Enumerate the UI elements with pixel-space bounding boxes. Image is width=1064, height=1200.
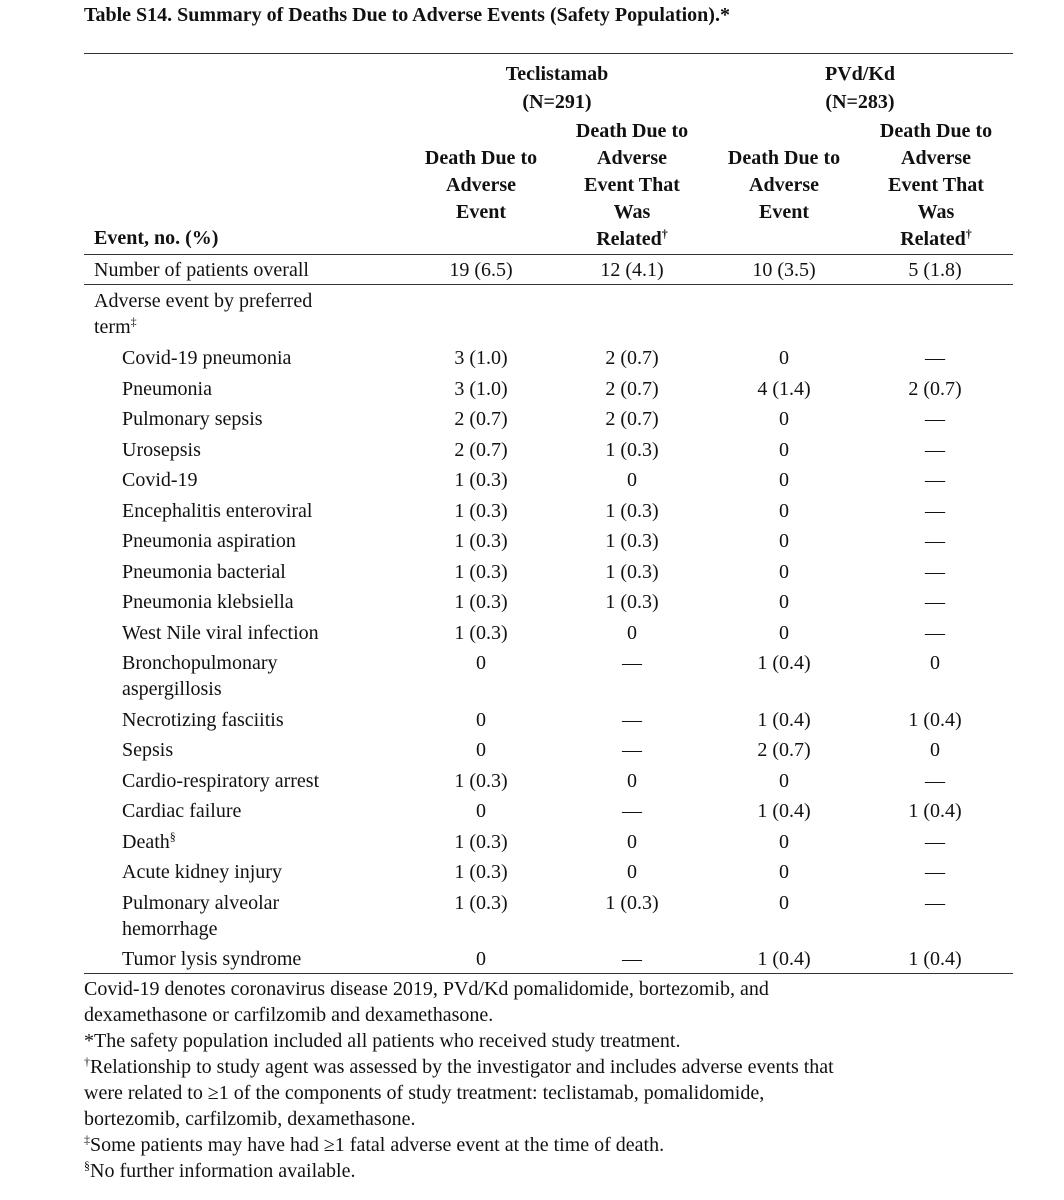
footnote-mark: § xyxy=(84,1158,90,1173)
cell: 0 xyxy=(779,591,789,613)
row-label-line: Cardiac failure xyxy=(122,800,242,823)
cell: 1 (0.4) xyxy=(757,800,811,823)
cell: 1 (0.3) xyxy=(454,530,508,552)
cell: — xyxy=(925,347,945,369)
cell: 0 xyxy=(476,739,486,762)
row-label xyxy=(122,467,198,493)
cell: 3 (1.0) xyxy=(454,347,508,369)
cell: — xyxy=(622,739,642,762)
cell: — xyxy=(622,948,642,971)
header-line: Adverse xyxy=(446,174,516,196)
header-line: Was xyxy=(917,201,955,223)
cell: — xyxy=(622,708,642,731)
cell: 1 (0.3) xyxy=(454,861,508,884)
cell: 1 (0.3) xyxy=(454,769,508,792)
cell: 0 xyxy=(627,621,637,644)
cell: 0 xyxy=(779,499,789,522)
cell: 2 (0.7) xyxy=(454,438,508,461)
cell: 3 (1.0) xyxy=(454,377,508,400)
cell: 4 (1.4) xyxy=(757,377,811,400)
cell: 0 xyxy=(476,800,486,823)
cell: 1 (0.3) xyxy=(454,830,508,853)
row-label xyxy=(122,798,241,824)
cell: 0 xyxy=(779,530,789,552)
row-label xyxy=(122,528,296,554)
cell: — xyxy=(622,800,642,823)
footnote-text: No further information available. xyxy=(90,1160,356,1182)
header-line: Adverse xyxy=(901,147,971,169)
row-label-line: Necrotizing fasciitis xyxy=(122,708,284,731)
cell: 1 (0.3) xyxy=(605,499,659,522)
cell: 1 (0.3) xyxy=(454,621,508,644)
cell: 0 xyxy=(779,560,789,583)
header-line: Event That xyxy=(888,174,984,196)
cell: 1 (0.3) xyxy=(454,560,508,583)
cell: 1 (0.3) xyxy=(454,891,508,914)
row-label xyxy=(122,829,176,855)
row-label-line: Urosepsis xyxy=(122,438,201,461)
cell: 5 (1.8) xyxy=(908,259,962,281)
footnote-line xyxy=(84,1028,1013,1054)
cell: — xyxy=(622,652,642,674)
row-label-line: Covid-19 pneumonia xyxy=(122,347,292,369)
row-label-line: hemorrhage xyxy=(122,917,218,940)
row-label xyxy=(122,859,282,885)
row-label xyxy=(122,406,263,432)
cell: — xyxy=(925,499,945,522)
cell: 19 (6.5) xyxy=(449,259,513,281)
row-label-line: Pneumonia xyxy=(122,377,212,400)
cell: 1 (0.3) xyxy=(605,591,659,613)
row-label-line: Acute kidney injury xyxy=(122,861,282,884)
cell: 1 (0.3) xyxy=(454,591,508,613)
row-label-line: Covid-19 xyxy=(122,469,198,491)
footnote-mark: † xyxy=(84,1054,90,1069)
row-label-line: Pulmonary sepsis xyxy=(122,408,263,430)
cell: 1 (0.4) xyxy=(908,708,962,731)
row-label xyxy=(122,946,301,972)
row-label-line: Pneumonia bacterial xyxy=(122,560,286,583)
row-label-line: West Nile viral infection xyxy=(122,621,319,644)
row-label xyxy=(122,650,278,702)
header-line: Event That xyxy=(584,174,680,196)
cell: 10 (3.5) xyxy=(752,259,816,281)
cell: 0 xyxy=(627,769,637,792)
cell: 2 (0.7) xyxy=(454,408,508,430)
cell: 0 xyxy=(627,830,637,853)
cell: — xyxy=(925,891,945,914)
cell: 0 xyxy=(779,347,789,369)
footnote-text: were related to ≥1 of the components of study treatment: teclistamab, pomalidomide, xyxy=(84,1082,765,1104)
cell: 0 xyxy=(779,438,789,461)
footnote-line xyxy=(84,1080,1013,1106)
cell: — xyxy=(925,591,945,613)
cell: 1 (0.4) xyxy=(757,948,811,971)
group-header-pvd-kd xyxy=(709,60,1011,116)
footnote-text: *The safety population included all patients who received study treatment. xyxy=(84,1030,681,1052)
row-label-line: Pneumonia aspiration xyxy=(122,530,296,552)
row-label xyxy=(122,376,212,402)
group-name: Teclistamab xyxy=(505,63,609,85)
footnote-line xyxy=(84,1158,1013,1184)
footnote-text: Some patients may have had ≥1 fatal adverse event at the time of death. xyxy=(90,1134,665,1156)
cell: — xyxy=(925,530,945,552)
section-label xyxy=(94,288,394,340)
header-line: Death Due to xyxy=(575,120,689,142)
header-line: Was xyxy=(613,201,651,223)
cell: 2 (0.7) xyxy=(605,408,659,430)
cell: 0 xyxy=(779,408,789,430)
header-line: Death Due to xyxy=(879,120,993,142)
footnote-text: dexamethasone or carfilzomib and dexamethasone. xyxy=(84,1004,494,1026)
cell: 0 xyxy=(779,469,789,491)
top-rule xyxy=(84,53,1013,54)
header-line: Adverse xyxy=(597,147,667,169)
header-line: Death Due to xyxy=(727,147,841,169)
row-label xyxy=(122,345,291,371)
row-label xyxy=(122,559,286,585)
cell: 0 xyxy=(779,830,789,853)
footnote-line xyxy=(84,1002,1013,1028)
cell: 0 xyxy=(476,652,486,674)
header-line: Event xyxy=(759,201,809,223)
footnote-text: Covid-19 denotes coronavirus disease 2019, PVd/Kd pomalidomide, bortezomib, and xyxy=(84,978,769,1000)
cell: 12 (4.1) xyxy=(600,259,664,281)
row-label xyxy=(122,890,279,942)
cell: — xyxy=(925,830,945,853)
col-header-tec-death xyxy=(406,145,556,226)
row-label xyxy=(122,437,201,463)
cell: 1 (0.3) xyxy=(605,891,659,914)
row-label xyxy=(122,768,319,794)
row-label-line: aspergillosis xyxy=(122,678,222,700)
cell: 0 xyxy=(779,891,789,914)
group-n: (N=283) xyxy=(825,91,895,113)
cell: 1 (0.3) xyxy=(605,438,659,461)
row-label xyxy=(122,620,319,646)
cell: — xyxy=(925,769,945,792)
col-header-pvd-related xyxy=(860,118,1012,253)
cell: 2 (0.7) xyxy=(605,377,659,400)
cell: 0 xyxy=(779,621,789,644)
cell: 1 (0.4) xyxy=(908,800,962,823)
double-dagger-mark: ‡ xyxy=(130,314,137,329)
row-label xyxy=(122,589,294,615)
cell: 1 (0.3) xyxy=(605,530,659,552)
cell: — xyxy=(925,861,945,884)
header-rule xyxy=(84,254,1013,255)
row-label-line: Death xyxy=(122,830,170,853)
section-mark: § xyxy=(169,829,176,844)
cell: — xyxy=(925,560,945,583)
cell: 1 (0.3) xyxy=(605,560,659,583)
cell: — xyxy=(925,469,945,491)
cell: 0 xyxy=(779,769,789,792)
footnote-line xyxy=(84,1106,1013,1132)
dagger-mark: † xyxy=(661,226,668,241)
event-column-header: Event, no. (%) xyxy=(94,227,219,249)
cell: 0 xyxy=(779,861,789,884)
footnotes xyxy=(84,976,1013,1184)
cell: — xyxy=(925,438,945,461)
header-line: Death Due to xyxy=(424,147,538,169)
section-line: term xyxy=(94,316,131,338)
row-label-line: Sepsis xyxy=(122,739,174,762)
header-line: Related xyxy=(596,228,662,250)
row-label xyxy=(122,498,312,524)
cell: 1 (0.4) xyxy=(908,948,962,971)
header-line: Event xyxy=(456,201,506,223)
cell: 1 (0.3) xyxy=(454,499,508,522)
group-name: PVd/Kd xyxy=(824,63,896,85)
group-n: (N=291) xyxy=(522,91,592,113)
row-label-line: Cardio-respiratory arrest xyxy=(122,769,320,792)
cell: 0 xyxy=(930,652,940,674)
footnote-mark: ‡ xyxy=(84,1132,90,1147)
row-label: Number of patients overall xyxy=(94,259,309,281)
cell: 0 xyxy=(627,861,637,884)
cell: 1 (0.3) xyxy=(454,469,508,491)
row-label-line: Tumor lysis syndrome xyxy=(122,948,302,971)
footnote-line xyxy=(84,976,1013,1002)
cell: 0 xyxy=(476,948,486,971)
cell: 1 (0.4) xyxy=(757,652,811,674)
header-line: Related xyxy=(900,228,966,250)
overall-rule xyxy=(84,284,1013,285)
table-title: Table S14. Summary of Deaths Due to Adverse Events (Safety Population).* xyxy=(84,4,730,26)
cell: — xyxy=(925,408,945,430)
cell: — xyxy=(925,621,945,644)
cell: 0 xyxy=(627,469,637,491)
dagger-mark: † xyxy=(965,226,972,241)
col-header-tec-related xyxy=(557,118,707,253)
footnote-text: bortezomib, carfilzomib, dexamethasone. xyxy=(84,1108,416,1130)
group-header-teclistamab xyxy=(406,60,708,116)
footnote-line xyxy=(84,1132,1013,1158)
cell: 0 xyxy=(476,708,486,731)
cell: 1 (0.4) xyxy=(757,708,811,731)
col-header-pvd-death xyxy=(709,145,859,226)
footnote-text: Relationship to study agent was assessed by the investigator and includes adverse events that xyxy=(90,1056,834,1078)
cell: 2 (0.7) xyxy=(605,347,659,369)
row-label xyxy=(122,737,173,763)
section-line: Adverse event by preferred xyxy=(94,290,313,312)
row-label-line: Pulmonary alveolar xyxy=(122,891,280,914)
row-label-line: Pneumonia klebsiella xyxy=(122,591,294,613)
row-label-line: Bronchopulmonary xyxy=(122,652,278,674)
bottom-rule xyxy=(84,973,1013,974)
cell: 2 (0.7) xyxy=(757,739,811,762)
cell: 2 (0.7) xyxy=(908,377,962,400)
cell: 0 xyxy=(930,739,940,762)
header-line: Adverse xyxy=(749,174,819,196)
row-label xyxy=(122,707,284,733)
row-label-line: Encephalitis enteroviral xyxy=(122,499,313,522)
footnote-line xyxy=(84,1054,1013,1080)
